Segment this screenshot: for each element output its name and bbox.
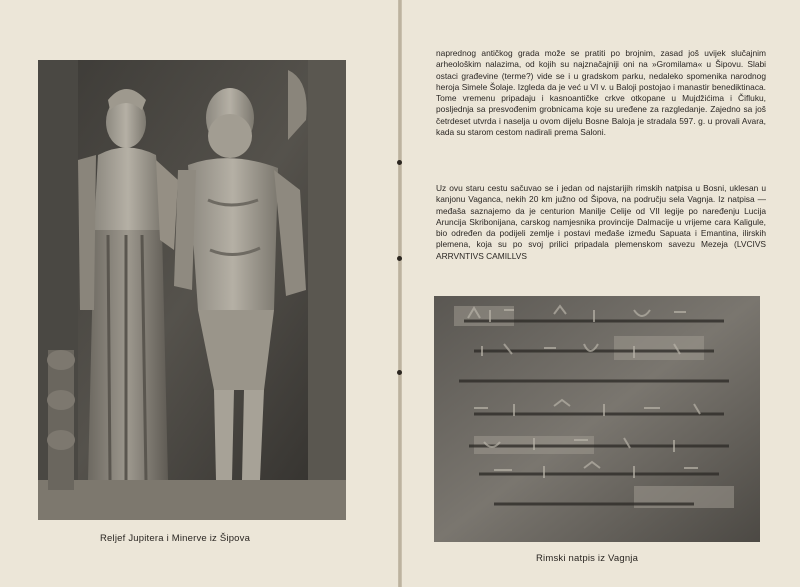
relief-image bbox=[38, 60, 346, 520]
inscription-image bbox=[434, 296, 760, 542]
body-paragraph-2: Uz ovu staru cestu sačuvao se i jedan od najstarijih rimskih natpisa u Bosni, uklesan u kanjonu Vaganca, nekih 20 km južno od Šipova, na području sela Vagnja. Iz natpisa — međaša saznajemo da je centurion Manilje Celije od VII legije po naređenju Lucija Aruncija Skribonijana, carskog namjesnika provincije Dalmacije u vrijeme cara Kaligule, bio određen da podijeli zemlje i postavi međaše između Sapuata i Emantina, ilirskih plemena, koja su po svoj prilici pripadala plemenskom savezu Mezeja (LVCIVS ARRVNTIVS CAMILLVS bbox=[436, 183, 766, 261]
inscription-caption: Rimski natpis iz Vagnja bbox=[536, 553, 639, 564]
relief-caption: Reljef Jupitera i Minerve iz Šipova bbox=[100, 533, 251, 544]
relief-photo bbox=[38, 60, 346, 520]
left-page bbox=[0, 0, 398, 587]
inscription-photo bbox=[434, 296, 760, 542]
body-paragraph-1: naprednog antičkog grada može se pratiti po brojnim, zasad još uvijek slučajnim arheološkim nalazima, od kojih su najznačajniji oni na »Gromilama« u Šipovu. Slabi ostaci građevine (terme?) vide se i u gradskom parku, nedaleko spomenika narodnog heroja Simele Šolaje. Izgleda da je već u VI v. u Baloji postojao i manastir benediktinaca. Tome vremenu pripadaju i kasnoantičke crkve otkopane u Mujdžićima i Čifluku, posljednja sa presvođenim grobnicama koje su uređene za razgledanje. Zajedno sa još četrdeset utvrda i naselja u ovom dijelu Bosne Baloja je stradala 597. g. u provali Avara, kada su starom cestom nadirali prema Saloni. bbox=[436, 48, 766, 138]
